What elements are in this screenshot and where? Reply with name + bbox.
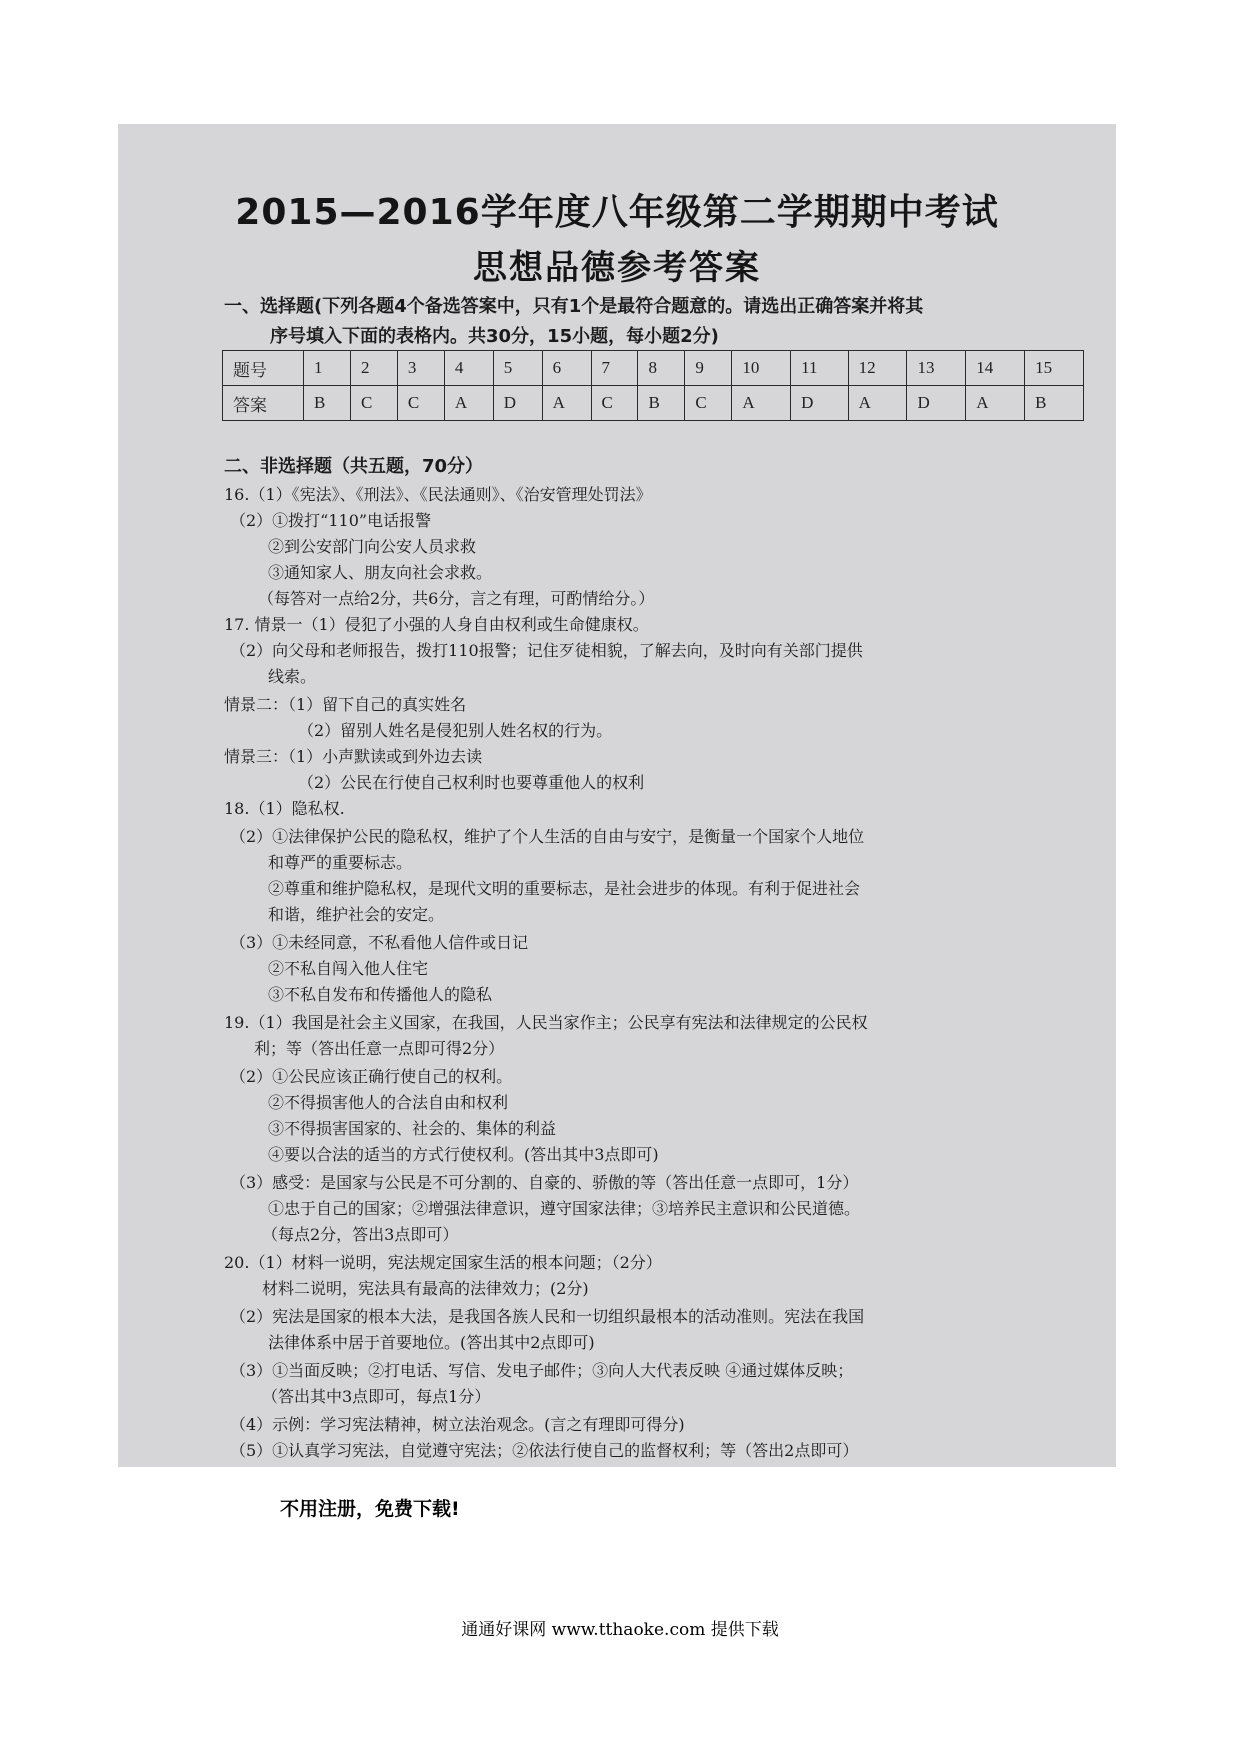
- table-row-header: 题号: [223, 351, 304, 386]
- question-number: 5: [493, 351, 542, 386]
- answer-cell: A: [966, 386, 1025, 421]
- answer-cell: C: [350, 386, 397, 421]
- answer-line: （5）①认真学习宪法，自觉遵守宪法；②依法行使自己的监督权利；等（答出2点即可）: [230, 1441, 859, 1460]
- answer-cell: A: [732, 386, 791, 421]
- answer-line: ③通知家人、朋友向社会求救。: [268, 563, 493, 582]
- answer-line: （2）宪法是国家的根本大法，是我国各族人民和一切组织最根本的活动准则。宪法在我国: [230, 1307, 865, 1326]
- answer-line: 和尊严的重要标志。: [268, 853, 413, 872]
- answer-line: 情景三：（1）小声默读或到外边去读: [224, 747, 483, 766]
- answer-cell: D: [907, 386, 966, 421]
- answer-line: ④要以合法的适当的方式行使权利。(答出其中3点即可): [268, 1145, 659, 1164]
- answer-line: 17. 情景一（1）侵犯了小强的人身自由权利或生命健康权。: [224, 615, 649, 634]
- table-row-answers: [223, 386, 1084, 421]
- answer-line: （2）①法律保护公民的隐私权，维护了个人生活的自由与安宁，是衡量一个国家个人地位: [230, 827, 865, 846]
- answer-line: ③不得损害国家的、社会的、集体的利益: [268, 1119, 557, 1138]
- question-number: 13: [907, 351, 966, 386]
- answer-table: [222, 350, 1084, 421]
- question-number: 1: [304, 351, 351, 386]
- answer-line: 16.（1）《宪法》、《刑法》、《民法通则》、《治安管理处罚法》: [224, 485, 652, 504]
- answer-cell: C: [397, 386, 444, 421]
- answer-line: 19.（1）我国是社会主义国家，在我国，人民当家作主；公民享有宪法和法律规定的公民权: [224, 1013, 868, 1032]
- answer-line: （2）留别人姓名是侵犯别人姓名权的行为。: [298, 721, 613, 740]
- question-number: 8: [638, 351, 685, 386]
- answer-line: （3）①未经同意，不私看他人信件或日记: [230, 933, 529, 952]
- document-subtitle: 思想品德参考答案: [473, 248, 761, 288]
- answer-line: （2）①拨打“110”电话报警: [230, 511, 432, 530]
- answer-line: ③不私自发布和传播他人的隐私: [268, 985, 493, 1004]
- answer-line: （3）感受：是国家与公民是不可分割的、自豪的、骄傲的等（答出任意一点即可，1分）: [230, 1173, 859, 1192]
- answer-line: 利；等（答出任意一点即可得2分）: [254, 1039, 505, 1058]
- section1-heading-cont: 序号填入下面的表格内。共30分，15小题，每小题2分): [270, 326, 719, 347]
- question-number: 12: [848, 351, 907, 386]
- answer-cell: B: [638, 386, 685, 421]
- answer-line: （每点2分，答出3点即可）: [262, 1225, 459, 1244]
- section2-heading: 二、非选择题（共五题，70分）: [224, 456, 484, 477]
- question-number: 10: [732, 351, 791, 386]
- answer-line: 20.（1）材料一说明，宪法规定国家生活的根本问题；（2分）: [224, 1253, 662, 1272]
- answer-sheet-photo: [118, 124, 1116, 1467]
- table-row-numbers: [223, 351, 1084, 386]
- question-number: 7: [591, 351, 638, 386]
- answer-line: 18.（1）隐私权.: [224, 799, 345, 818]
- answer-cell: B: [304, 386, 351, 421]
- answer-cell: C: [685, 386, 732, 421]
- question-number: 3: [397, 351, 444, 386]
- answer-line: （2）向父母和老师报告，拨打110报警；记住歹徒相貌，了解去向，及时向有关部门提供: [230, 641, 863, 660]
- answer-line: （2）公民在行使自己权利时也要尊重他人的权利: [298, 773, 645, 792]
- answer-line: （3）①当面反映；②打电话、写信、发电子邮件；③向人大代表反映 ④通过媒体反映；: [230, 1361, 854, 1380]
- table-row-header: 答案: [223, 386, 304, 421]
- answer-line: 情景二：（1）留下自己的真实姓名: [224, 695, 467, 714]
- question-number: 2: [350, 351, 397, 386]
- answer-line: （答出其中3点即可，每点1分）: [262, 1387, 491, 1406]
- question-number: 4: [444, 351, 493, 386]
- question-number: 14: [966, 351, 1025, 386]
- answer-line: 和谐，维护社会的安定。: [268, 905, 445, 924]
- answer-line: 法律体系中居于首要地位。(答出其中2点即可): [268, 1333, 595, 1352]
- answer-line: （2）①公民应该正确行使自己的权利。: [230, 1067, 513, 1086]
- section1-heading: 一、选择题(下列各题4个备选答案中，只有1个是最符合题意的。请选出正确答案并将其: [224, 296, 924, 317]
- answer-cell: A: [542, 386, 591, 421]
- question-number: 15: [1025, 351, 1084, 386]
- answer-cell: D: [493, 386, 542, 421]
- question-number: 6: [542, 351, 591, 386]
- answer-cell: C: [591, 386, 638, 421]
- answer-cell: A: [444, 386, 493, 421]
- answer-line: 线索。: [268, 667, 317, 686]
- answer-line: ②到公安部门向公安人员求救: [268, 537, 477, 556]
- answer-cell: B: [1025, 386, 1084, 421]
- answer-line: ②尊重和维护隐私权，是现代文明的重要标志，是社会进步的体现。有利于促进社会: [268, 879, 861, 898]
- answer-line: （4）示例：学习宪法精神，树立法治观念。(言之有理即可得分): [230, 1415, 685, 1434]
- answer-line: ②不私自闯入他人住宅: [268, 959, 429, 978]
- answer-line: ②不得损害他人的合法自由和权利: [268, 1093, 509, 1112]
- answer-cell: A: [848, 386, 907, 421]
- answer-cell: D: [791, 386, 849, 421]
- free-download-note: 不用注册，免费下载!: [280, 1498, 460, 1520]
- answer-line: ①忠于自己的国家；②增强法律意识，遵守国家法律；③培养民主意识和公民道德。: [268, 1199, 861, 1218]
- answer-line: （每答对一点给2分，共6分，言之有理，可酌情给分。）: [258, 589, 655, 608]
- question-number: 11: [791, 351, 849, 386]
- question-number: 9: [685, 351, 732, 386]
- document-title: 2015—2016学年度八年级第二学期期中考试: [235, 192, 999, 233]
- answer-line: 材料二说明，宪法具有最高的法律效力；(2分): [262, 1279, 589, 1298]
- site-footer: 通通好课网 www.tthaoke.com 提供下载: [461, 1620, 779, 1640]
